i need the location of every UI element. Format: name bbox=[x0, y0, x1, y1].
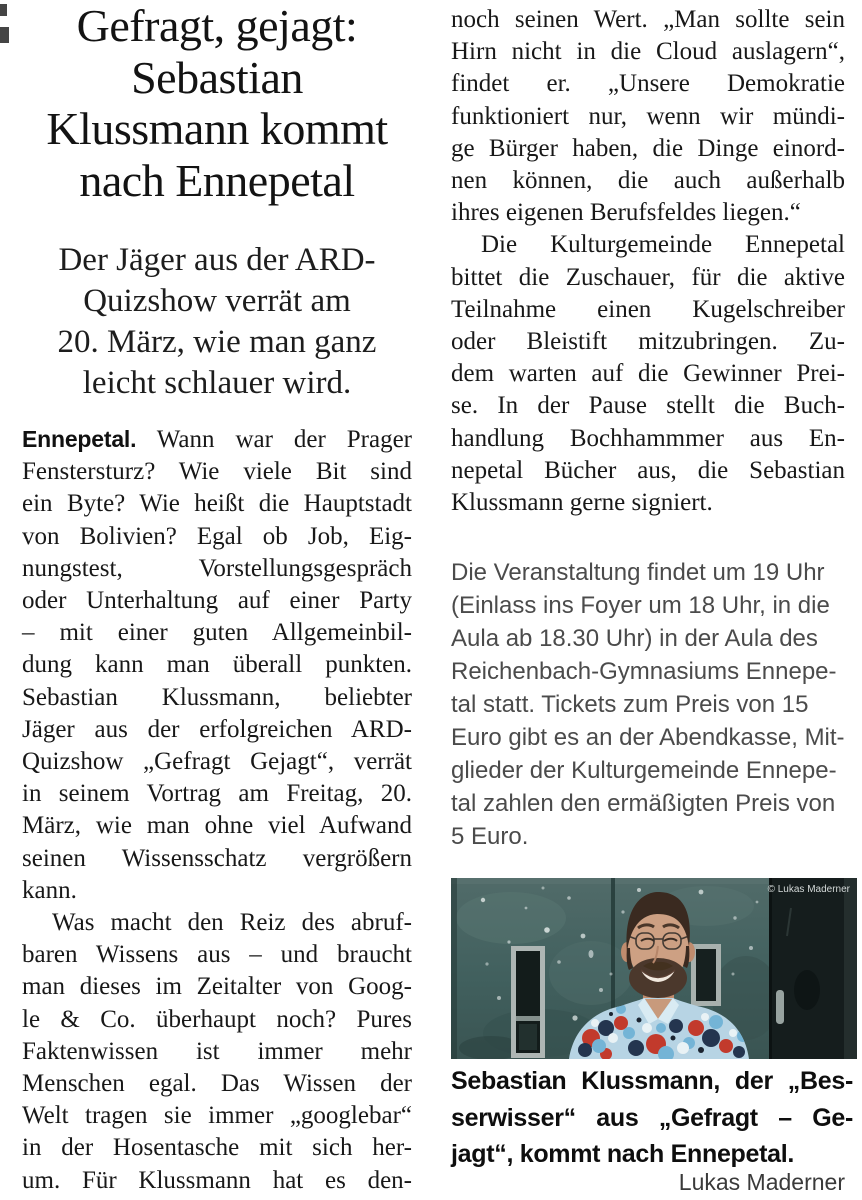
text-line: Die Kulturgemeinde Ennepetal bbox=[481, 231, 845, 259]
text-line: Menschen egal. Das Wissen der bbox=[22, 1070, 412, 1098]
text-line: März, wie man ohne viel Aufwand bbox=[22, 812, 412, 840]
text-line: leicht schlauer wird. bbox=[82, 365, 352, 401]
text-line: baren Wissens aus – und braucht bbox=[22, 941, 412, 969]
article-body-column-left bbox=[22, 423, 412, 1197]
door-window-left bbox=[511, 946, 545, 1058]
text-line: Sebastian Klussmann, der „Bes- bbox=[451, 1067, 853, 1095]
text-line: Sebastian bbox=[131, 51, 303, 103]
text-line: Der Jäger aus der ARD- bbox=[58, 242, 376, 278]
text-line: Ennepetal. Wann war der Prager bbox=[22, 426, 412, 453]
text-line: in seinem Vortrag am Freitag, 20. bbox=[22, 780, 412, 808]
text-line: Was macht den Reiz des abruf- bbox=[52, 909, 412, 937]
article-headline bbox=[20, 0, 414, 206]
photo-illustration bbox=[451, 878, 857, 1059]
text-line: nungstest, Vorstellungsgespräch bbox=[22, 554, 412, 582]
text-line: Gefragt, gejagt: bbox=[76, 0, 358, 51]
text-line: Klussmann gerne signiert. bbox=[451, 489, 713, 517]
door-window-right bbox=[691, 944, 721, 1006]
text-line: dem warten auf die Gewinner Prei- bbox=[451, 360, 845, 388]
text-line: nepetal Bücher aus, die Sebastian bbox=[451, 456, 845, 484]
text-line: kann. bbox=[22, 876, 77, 904]
article-body-column-right bbox=[451, 4, 845, 519]
text-line: ein Byte? Wie heißt die Hauptstadt bbox=[22, 490, 412, 518]
text-line: nach Ennepetal bbox=[79, 154, 355, 206]
text-line: Euro gibt es an der Abendkasse, Mit- bbox=[451, 724, 845, 751]
text-line: (Einlass ins Foyer um 18 Uhr, in die bbox=[451, 592, 830, 619]
text-line: findet er. „Unsere Demokratie bbox=[451, 70, 845, 98]
text-line: oder Bleistift mitzubringen. Zu- bbox=[451, 328, 845, 356]
text-line: nen können, die auch außerhalb bbox=[451, 167, 845, 195]
text-line: se. In der Pause stellt die Buch- bbox=[451, 392, 845, 420]
text-line: Reichenbach-Gymnasiums Ennepe- bbox=[451, 658, 837, 685]
text-line: Quizshow verrät am bbox=[83, 283, 351, 319]
text-line: ge Bürger haben, die Dinge einord- bbox=[451, 134, 845, 162]
text-line: Teilnahme einen Kugelschreiber bbox=[451, 295, 845, 323]
photo-watermark: © Lukas Maderner bbox=[767, 884, 850, 895]
text-line: Sebastian Klussmann, beliebter bbox=[22, 683, 412, 711]
text-line: Hirn nicht in die Cloud auslagern“, bbox=[451, 38, 845, 66]
text-line: in der Hosentasche mit sich her- bbox=[22, 1134, 412, 1162]
text-line: um. Für Klussmann hat es den- bbox=[22, 1166, 412, 1194]
text-line: von Bolivien? Egal ob Job, Eig- bbox=[22, 522, 412, 550]
photo-credit: Lukas Maderner bbox=[678, 1169, 845, 1195]
text-line: Aula ab 18.30 Uhr) in der Aula des bbox=[451, 625, 818, 652]
text-line: tal statt. Tickets zum Preis von 15 bbox=[451, 691, 809, 718]
text-line: funktioniert nur, wenn wir mündi- bbox=[451, 102, 845, 130]
text-line: tal zahlen den ermäßigten Preis von bbox=[451, 790, 836, 817]
text-line: man dieses im Zeitalter von Goog- bbox=[22, 973, 412, 1001]
photo-caption bbox=[451, 1063, 853, 1173]
text-line: seinen Wissensschatz vergrößern bbox=[22, 844, 412, 872]
text-line: 5 Euro. bbox=[451, 823, 529, 850]
text-line: Fenstersturz? Wie viele Bit sind bbox=[22, 458, 412, 486]
text-line: bittet die Zuschauer, für die aktive bbox=[451, 263, 845, 291]
scan-artifact bbox=[0, 4, 7, 16]
text-line: le & Co. überhaupt noch? Pures bbox=[22, 1005, 412, 1033]
text-line: 20. März, wie man ganz bbox=[57, 324, 377, 360]
text-line: Die Veranstaltung findet um 19 Uhr bbox=[451, 559, 825, 586]
dateline-lead: Ennepetal. bbox=[22, 426, 137, 452]
text-line: glieder der Kulturgemeinde Ennepe- bbox=[451, 757, 837, 784]
text-line: noch seinen Wert. „Man sollte sein bbox=[451, 6, 845, 33]
text-line: ihres eigenen Berufsfeldes liegen.“ bbox=[451, 199, 801, 227]
door-handle bbox=[776, 990, 784, 1024]
text-line: Faktenwissen ist immer mehr bbox=[22, 1037, 412, 1065]
scan-artifact bbox=[0, 27, 9, 43]
text-line: Jäger aus der erfolgreichen ARD- bbox=[22, 715, 412, 743]
text-line: Klussmann kommt bbox=[46, 103, 388, 154]
text-line: jagt“, kommt nach Ennepetal. bbox=[451, 1140, 795, 1168]
text-line: serwisser“ aus „Gefragt – Ge- bbox=[451, 1103, 853, 1132]
dark-door-right bbox=[769, 878, 857, 1059]
text-line: dung kann man überall punkten. bbox=[22, 651, 412, 679]
text-line: Welt tragen sie immer „googlebar“ bbox=[22, 1102, 412, 1130]
article-subheadline bbox=[20, 240, 414, 404]
text-line: handlung Bochhammmer aus En- bbox=[451, 424, 845, 452]
text-line: – mit einer guten Allgemeinbil- bbox=[22, 619, 412, 647]
event-info-box bbox=[451, 556, 853, 853]
text-line: oder Unterhaltung auf einer Party bbox=[22, 587, 412, 615]
text-line: Quizshow „Gefragt Gejagt“, verrät bbox=[22, 748, 412, 776]
article-photo bbox=[451, 878, 857, 1059]
